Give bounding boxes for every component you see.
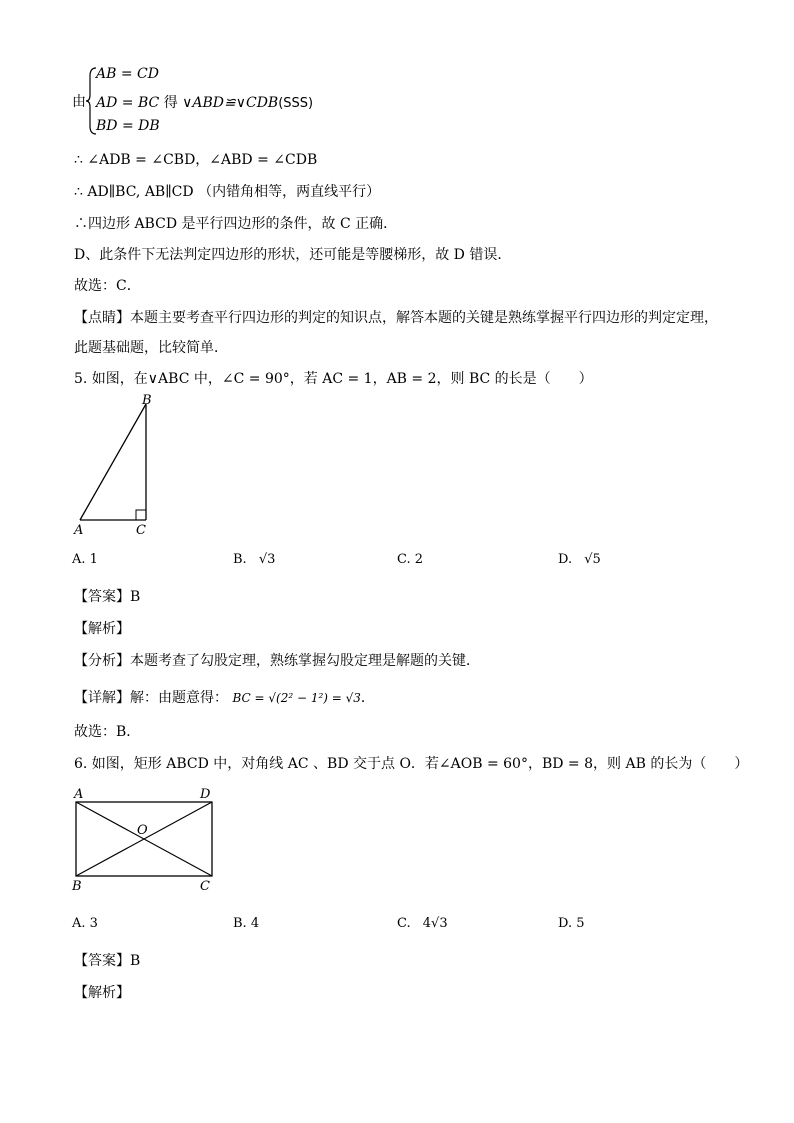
- q5-detail-prefix: 【详解】解：由题意得：: [74, 690, 228, 706]
- choose-c-line: 故选：C．: [74, 278, 141, 294]
- parallel-line: [74, 182, 380, 202]
- q6-answer: 【答案】B: [74, 953, 141, 969]
- q5-option-c: C. 2: [397, 552, 424, 567]
- q6-option-d: D. 5: [558, 916, 585, 931]
- q5-option-b-value: √3: [258, 552, 276, 567]
- de-text: 得: [163, 95, 178, 111]
- q5-analysis-head: 【解析】: [74, 621, 130, 637]
- equation-ad-bc: [96, 92, 313, 112]
- center-o-label: O: [137, 823, 148, 838]
- vertex-a-label: A: [74, 523, 84, 538]
- q6-option-a: A. 3: [72, 916, 98, 931]
- q5-option-a: A. 1: [72, 552, 98, 567]
- q5-analysis: 【分析】本题考查了勾股定理，熟练掌握勾股定理是解题的关键．: [74, 653, 480, 669]
- q6-rectangle-figure: [68, 784, 228, 896]
- q6-analysis-head: 【解析】: [74, 985, 130, 1001]
- vertex-a-label: A: [74, 787, 84, 802]
- q5-detail-formula: BC = √(2² − 1²) = √3: [232, 691, 361, 705]
- equation-ad-bc-text: AD = BC: [96, 95, 160, 111]
- q5-option-b-prefix: B.: [233, 552, 247, 567]
- q5-option-d: [558, 552, 601, 567]
- q5-stem: 5. 如图，在∨ABC 中，∠C = 90°，若 AC = 1，AB = 2，则 BC 的长是（ ）: [74, 371, 593, 387]
- vertex-b-label: B: [72, 879, 82, 894]
- right-angle-mark: [136, 510, 146, 520]
- comment-line-1: 【点睛】本题主要考查平行四边形的判定的知识点，解答本题的关键是熟练掌握平行四边形的判定定理，: [74, 310, 718, 326]
- congruence-text: ∨ABD≌∨CDB: [182, 95, 279, 111]
- q5-right-triangle-figure: [70, 392, 160, 542]
- q5-option-b: [233, 552, 275, 567]
- vertex-c-label: C: [200, 879, 210, 894]
- angles-line: ∴ ∠ADB = ∠CBD，∠ABD = ∠CDB: [74, 152, 318, 168]
- q6-stem: 6. 如图，矩形 ABCD 中，对角线 AC 、BD 交于点 O．若∠AOB = 60°，BD = 8，则 AB 的长为（ ）: [74, 756, 749, 772]
- q5-choose: 故选：B．: [74, 724, 141, 740]
- equation-bd-db: BD = DB: [96, 118, 160, 134]
- q5-detail-end: ．: [360, 690, 375, 706]
- option-d-line: D、此条件下无法判定四边形的形状，还可能是等腰梯形，故 D 错误．: [74, 247, 512, 263]
- parallel-text: ∴ AD∥BC, AB∥CD: [74, 184, 194, 200]
- conclusion-line: ∴四边形 ABCD 是平行四边形的条件，故 C 正确．: [74, 216, 398, 232]
- q5-answer: 【答案】B: [74, 589, 141, 605]
- proof-prefix: 由: [72, 94, 86, 110]
- sss-text: (SSS): [278, 96, 314, 111]
- q5-option-d-prefix: D.: [558, 552, 573, 567]
- comment-line-2: 此题基础题，比较简单．: [74, 340, 228, 356]
- q6-option-c-value: 4√3: [422, 916, 448, 931]
- q6-option-c-prefix: C.: [397, 916, 411, 931]
- q5-option-d-value: √5: [584, 552, 601, 567]
- vertex-c-label: C: [136, 523, 146, 538]
- q6-option-b: B. 4: [233, 916, 260, 931]
- equation-ab-cd: AB = CD: [96, 66, 159, 82]
- parallel-note: （内错角相等，两直线平行）: [198, 184, 381, 200]
- vertex-b-label: B: [142, 393, 152, 408]
- q5-detail: [74, 688, 375, 708]
- side-ab: [80, 404, 146, 520]
- vertex-d-label: D: [200, 787, 211, 802]
- q6-option-c: [397, 916, 448, 931]
